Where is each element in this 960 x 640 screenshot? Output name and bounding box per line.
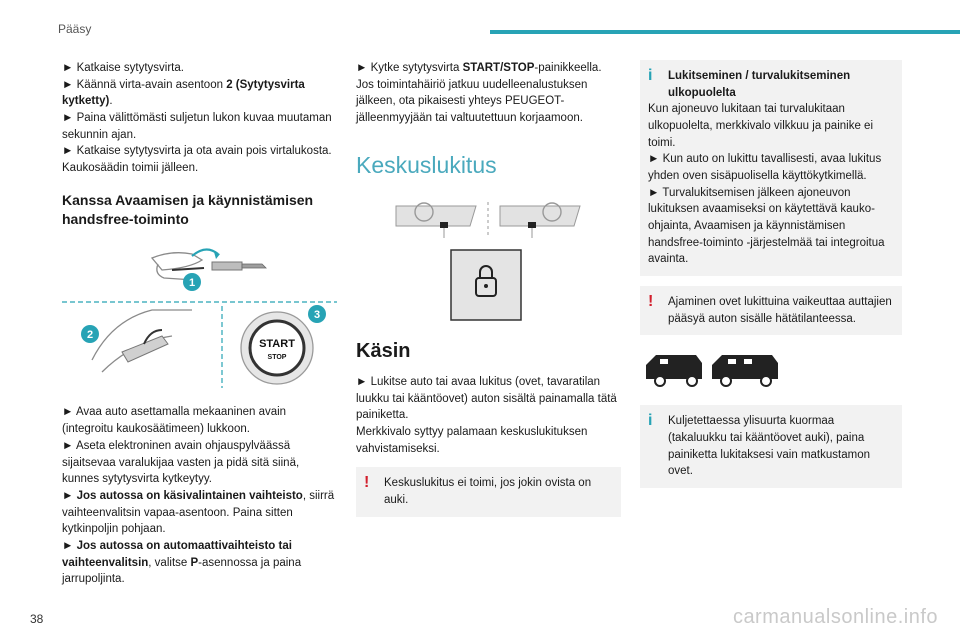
info-icon: i <box>648 412 653 430</box>
paragraph-steps-2: ► Avaa auto asettamalla mekaaninen avain (integroitu kaukosäätimeen) lukkoon. ► Aseta elektroninen avain ohjauspylväässä sijaitsevaa varalukijaa vasten ja pidä sitä siinä, kunnes sytytysvirta kytkeytyy. ► Jos autossa on käsivalintainen vaihteisto, siirrä vaihteenvalitsin vapaa-asentoon. Paina sitten kytkinpoljin pohjaan. ► Jos autossa on automaattivaihteisto tai vaihteenvalitsin, valitse P-asennossa ja paina jarrupoljinta. <box>62 406 335 586</box>
steering-wheel-icon <box>396 203 476 238</box>
svg-text:2: 2 <box>86 329 94 342</box>
steering-wheel-icon <box>500 203 580 238</box>
handsfree-figure <box>62 240 337 390</box>
paragraph-restart: ► Kytke sytytysvirta START/STOP-painikkeella. Jos toimintahäiriö jatkuu uudelleenalustuksen jälkeen, ota pikaisesti yhteys PEUGEOT-jälleenmyyjään tai valtuutettuun korjaamoon. <box>356 62 602 125</box>
paragraph-manual: ► Lukitse auto tai avaa lukitus (ovet, tavaratilan luukku tai kääntöovet) auton sisältä painamalla tätä painiketta. Merkkivalo syttyy palamaan keskuslukituksen vahvistamiseksi. <box>356 376 617 455</box>
watermark: carmanualsonline.info <box>732 606 938 628</box>
info-note-oversize-load: i Kuljetettaessa ylisuurta kuormaa (takaluukku tai kääntöovet auki), paina painiketta lukitaksesi vain matkustamon ovet. <box>640 405 902 488</box>
svg-text:3: 3 <box>313 309 321 322</box>
dashboard-lock-figure <box>356 198 621 323</box>
heading-central-locking: Keskuslukitus <box>356 151 497 178</box>
column-3 <box>640 60 902 498</box>
page-number: 38 <box>30 612 44 626</box>
car-door-key-icon <box>152 250 266 292</box>
warning-note-doors-open: ! Keskuslukitus ei toimi, jos jokin ovista on auki. <box>356 467 621 516</box>
van-figure <box>640 345 902 395</box>
column-1 <box>62 60 337 594</box>
section-title: Pääsy <box>58 22 92 36</box>
van-icon <box>646 355 702 386</box>
subheading-handsfree: Kanssa Avaamisen ja käynnistämisen handsfree-toiminto <box>62 191 314 227</box>
subheading-manual: Käsin <box>356 340 411 363</box>
warning-icon: ! <box>648 293 654 311</box>
column-2 <box>356 60 621 527</box>
start-stop-button-icon <box>241 305 326 384</box>
info-icon: i <box>648 67 653 84</box>
lock-icon <box>451 250 521 320</box>
warning-note-emergency-access: ! Ajaminen ovet lukittuina vaikeuttaa auttajien pääsyä auton sisälle hätätilanteessa. <box>640 286 902 335</box>
warning-icon: ! <box>364 474 370 492</box>
van-icon <box>712 355 778 386</box>
svg-text:START: START <box>259 338 295 351</box>
steering-column-reader-icon <box>81 310 192 372</box>
svg-text:STOP: STOP <box>267 354 287 362</box>
header-accent-bar <box>490 30 960 34</box>
svg-text:1: 1 <box>188 277 196 290</box>
info-note-exterior-locking: i Lukitseminen / turvalukitseminen ulkopuolelta Kun ajoneuvo lukitaan tai turvalukitaan ulkopuolelta, merkkivalo vilkkuu ja painike ei toimi. ► Kun auto on lukittu tavallisesti, avaa lukitus yhden oven sisäpuolisella käyttökytkimellä. ► Turvalukitsemisen jälkeen ajoneuvon lukituksen avaamiseksi on käytettävä kauko-ohjainta, Avaamisen ja käynnistämisen handsfree-toiminto -järjestelmää tai integroitua avainta. <box>640 60 902 276</box>
paragraph-steps-1: ► Katkaise sytytysvirta. ► Käännä virta-avain asentoon 2 (Sytytysvirta kytketty). ► Paina välittömästi suljetun lukon kuvaa muutaman sekunnin ajan. ► Katkaise sytytysvirta ja ota avain pois virtalukosta. Kaukosäädin toimii jälleen. <box>62 62 332 175</box>
